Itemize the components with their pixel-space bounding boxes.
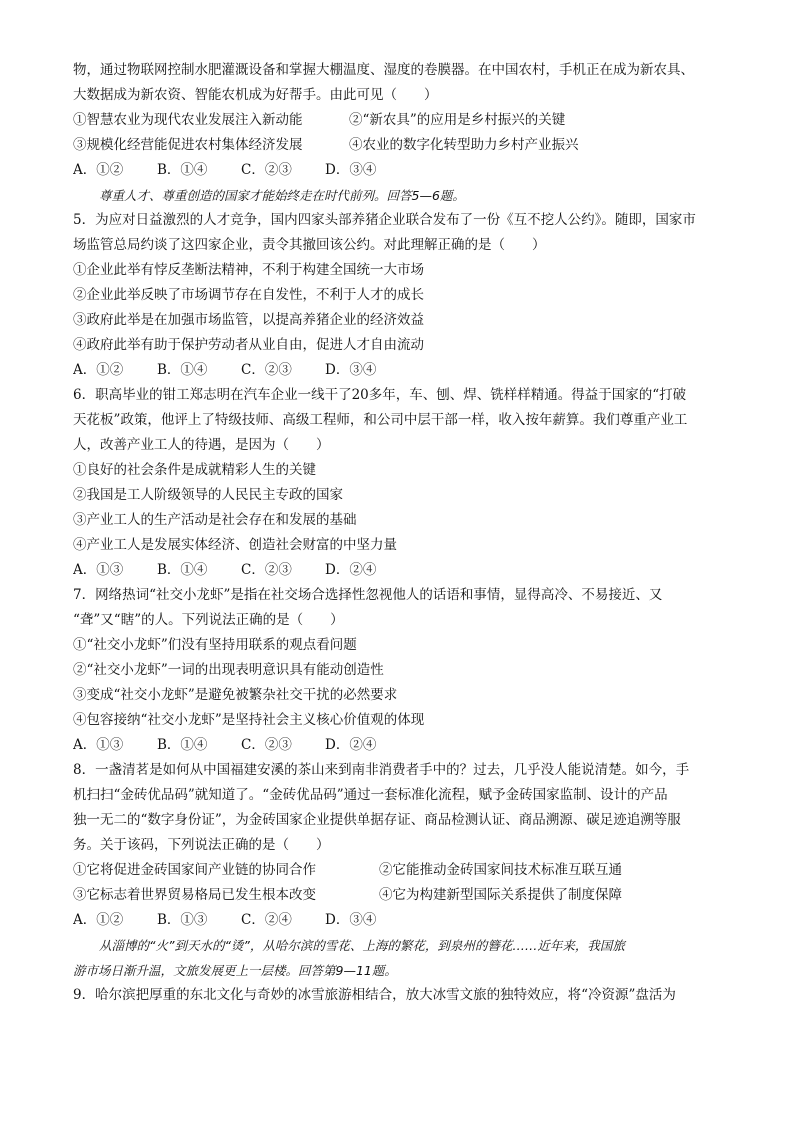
q8-line-1: 8．一盏清茗是如何从中国福建安溪的茶山来到南非消费者手中的？过去，几乎没人能说清楚。如今，手 [73,762,690,778]
q5-answers [73,358,723,383]
answer-a: A．①② [73,912,124,928]
q5-option-4: ④政府此举有助于保护劳动者从业自由，促进人才自由流动 [73,337,424,353]
cont-line-2: 大数据成为新农资、智能农机成为好帮手。由此可见（ ） [73,87,438,103]
intro-5-6: 尊重人才、尊重创造的国家才能始终走在时代前列。回答5—6题。 [99,188,465,203]
answer-d: D．③④ [325,362,377,378]
q7-option-4: ④包容接纳“社交小龙虾”是坚持社会主义核心价值观的体现 [73,712,425,728]
q8-line-2: 机扫扫“金砖优品码”就知道了。“金砖优品码”通过一套标准化流程，赋予金砖国家监制、设计的产品 [73,787,668,803]
answer-d: D．②④ [325,562,377,578]
answer-c: C．②③ [241,162,292,178]
q6-line-1: 6．职高毕业的钳工郑志明在汽车企业一线干了20多年，车、刨、焊、铣样样精通。得益于国家的“打破 [73,387,687,403]
q6-option-3: ③产业工人的生产活动是社会存在和发展的基础 [73,512,357,528]
cont-options-row-2 [73,133,723,158]
option-3: ③规模化经营能促进农村集体经济发展 [73,137,303,153]
q5-option-1: ①企业此举有悖反垄断法精神，不利于构建全国统一大市场 [73,262,424,278]
q8-options-row-1 [73,858,723,883]
q8-answers [73,908,723,933]
q7-line-1: 7．网络热词“社交小龙虾”是指在社交场合选择性忽视他人的话语和事情，显得高冷、不易接近、又 [73,587,663,603]
answer-d: D．③④ [325,912,377,928]
q7-line-2: “聋”又“瞎”的人。下列说法正确的是（ ） [73,612,344,628]
q7-option-1: ①“社交小龙虾”们没有坚持用联系的观点看问题 [73,637,357,653]
option-3: ③它标志着世界贸易格局已发生根本改变 [73,887,316,903]
answer-a: A．①② [73,362,124,378]
option-1: ①它将促进金砖国家间产业链的协同合作 [73,862,316,878]
option-4: ④它为构建新型国际关系提供了制度保障 [379,887,622,903]
q5-line-2: 场监管总局约谈了这四家企业，责令其撤回该公约。对此理解正确的是（ ） [73,237,546,253]
option-4: ④农业的数字化转型助力乡村产业振兴 [349,137,579,153]
cont-answers [73,158,723,183]
option-2: ②“新农具”的应用是乡村振兴的关键 [349,112,566,128]
answer-b: B．①④ [157,162,208,178]
q5-option-3: ③政府此举是在加强市场监管，以提高养猪企业的经济效益 [73,312,424,328]
q6-line-2: 天花板”政策，他评上了特级技师、高级工程师，和公司中层干部一样，收入按年薪算。我们尊重产业工 [73,412,688,428]
cont-options-row-1 [73,108,723,133]
answer-a: A．①② [73,162,124,178]
q6-option-2: ②我国是工人阶级领导的人民民主专政的国家 [73,487,343,503]
q8-options-row-2 [73,883,723,908]
answer-a: A．①③ [73,737,124,753]
answer-c: C．②③ [241,562,292,578]
answer-c: C．②③ [241,362,292,378]
q5-option-2: ②企业此举反映了市场调节存在自发性，不利于人才的成长 [73,287,424,303]
option-2: ②它能推动金砖国家间技术标准互联互通 [379,862,622,878]
option-1: ①智慧农业为现代农业发展注入新动能 [73,112,303,128]
answer-c: C．②④ [241,912,292,928]
q7-option-3: ③变成“社交小龙虾”是避免被繁杂社交干扰的必然要求 [73,687,398,703]
q6-line-3: 人，改善产业工人的待遇，是因为（ ） [73,437,330,453]
q6-answers [73,558,723,583]
answer-b: B．①④ [157,562,208,578]
answer-a: A．①③ [73,562,124,578]
exam-page [73,58,723,1008]
q5-line-1: 5．为应对日益激烈的人才竞争，国内四家头部养猪企业联合发布了一份《互不挖人公约》。随即，国家市 [73,212,696,228]
q8-line-3: 独一无二的“数字身份证”，为金砖国家企业提供单据存证、商品检测认证、商品溯源、碳足迹追溯等服 [73,812,681,828]
intro-9-11-line-2: 游市场日渐升温，文旅发展更上一层楼。回答第9—11题。 [73,963,397,978]
answer-d: D．②④ [325,737,377,753]
q8-line-4: 务。关于该码，下列说法正确的是（ ） [73,837,330,853]
cont-line-1: 物，通过物联网控制水肥灌溉设备和掌握大棚温度、湿度的卷膜器。在中国农村，手机正在成为新农具、 [73,62,694,78]
q7-option-2: ②“社交小龙虾”一词的出现表明意识具有能动创造性 [73,662,384,678]
answer-d: D．③④ [325,162,377,178]
answer-b: B．①④ [157,362,208,378]
q7-answers [73,733,723,758]
q6-option-4: ④产业工人是发展实体经济、创造社会财富的中坚力量 [73,537,397,553]
answer-c: C．②③ [241,737,292,753]
q6-option-1: ①良好的社会条件是成就精彩人生的关键 [73,462,316,478]
intro-9-11-line-1: 从淄博的“火”到天水的“烫”，从哈尔滨的雪花、上海的繁花，到泉州的簪花……近年来，我国旅 [99,938,625,953]
q9-line-1: 9．哈尔滨把厚重的东北文化与奇妙的冰雪旅游相结合，放大冰雪文旅的独特效应，将“冷资源”盘活为 [73,987,676,1003]
answer-b: B．①④ [157,737,208,753]
answer-b: B．①③ [157,912,208,928]
